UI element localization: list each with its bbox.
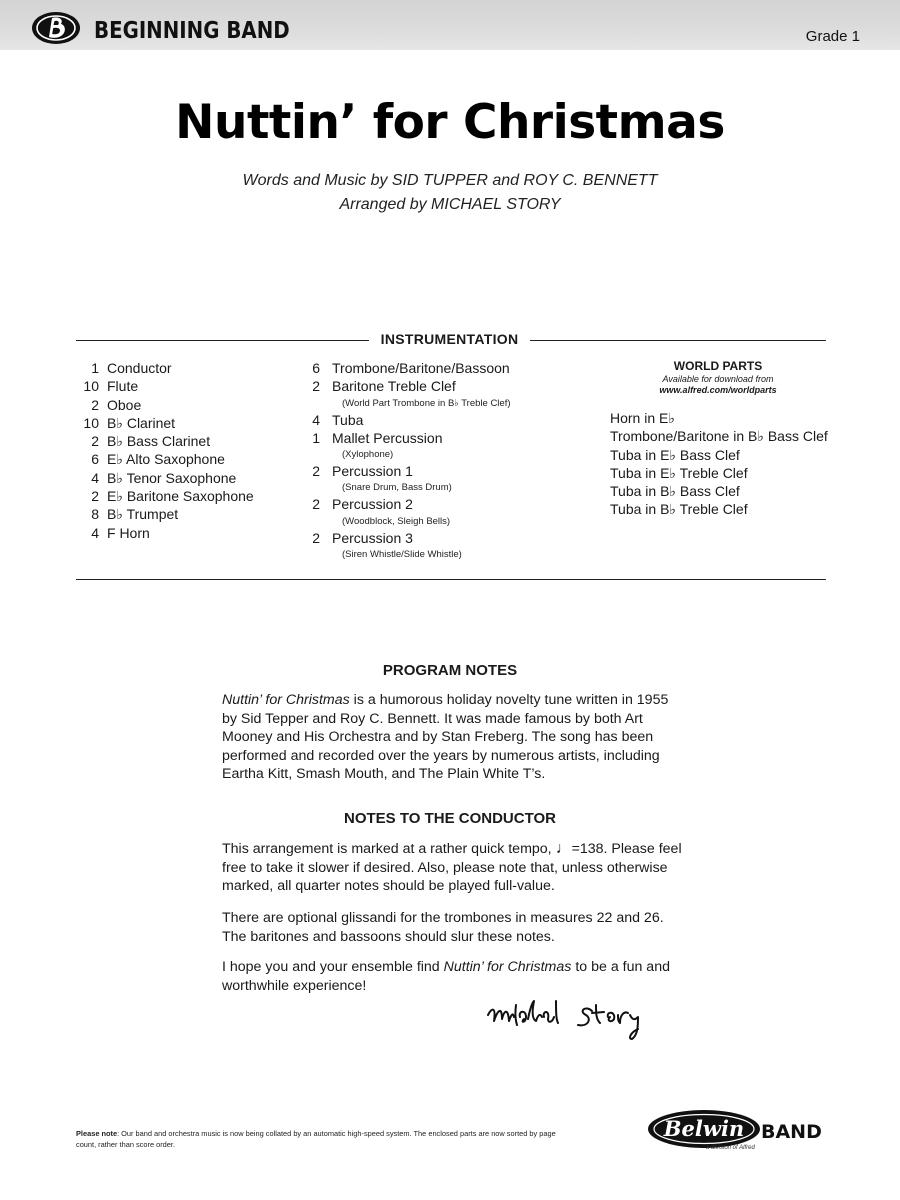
grade-label: Grade 1: [805, 28, 860, 45]
instrument-qty: 4: [312, 411, 320, 428]
instrument-qty: 2: [91, 433, 99, 450]
tempo-text-before: This arrangement is marked at a rather quick tempo,: [222, 841, 556, 857]
instrument-note: (Xylophone): [342, 449, 394, 461]
series-name: BEGINNING BAND: [94, 18, 290, 44]
world-parts-url: www.alfred.com/worldparts: [659, 385, 777, 395]
instrument-row: [306, 411, 511, 429]
instrument-name: B♭ Tenor Saxophone: [107, 469, 237, 486]
instrument-row: [306, 429, 511, 447]
instrument-row: [76, 396, 254, 414]
instrument-row: [76, 505, 254, 523]
instrument-row: [306, 359, 511, 377]
instrument-row: [76, 377, 254, 395]
instrument-qty: 4: [91, 469, 99, 486]
world-parts-box: [610, 359, 826, 519]
instrument-qty: 1: [312, 429, 320, 446]
instrument-name: Flute: [107, 378, 139, 395]
arranger-credit: Arranged by MICHAEL STORY: [339, 196, 561, 213]
instrument-qty: 10: [83, 414, 99, 431]
instrument-qty: 6: [91, 451, 99, 468]
instrumentation-rule-left: [76, 340, 369, 341]
instrument-qty: 2: [312, 378, 320, 395]
instrument-qty: 2: [312, 529, 320, 546]
world-part-item: Horn in E♭: [610, 410, 675, 426]
instrument-name: Percussion 2: [332, 496, 413, 513]
instrument-note: (Woodblock, Sleigh Bells): [342, 515, 451, 527]
world-parts-list: [610, 409, 826, 519]
world-part-item: Tuba in B♭ Bass Clef: [610, 483, 740, 500]
belwin-wordmark: Belwin: [663, 1116, 745, 1141]
instrument-row: [76, 432, 254, 450]
footer-note-text: : Our band and orchestra music is now being collated by an automatic high-speed system. The enclosed parts are now sorted by page count, rather than score order.: [76, 1129, 556, 1149]
instrument-name: E♭ Baritone Saxophone: [107, 488, 254, 505]
instrument-qty: 10: [83, 378, 99, 395]
instrument-name: Conductor: [107, 360, 172, 376]
instrument-qty: 2: [91, 396, 99, 413]
instrument-row: [306, 495, 511, 513]
instrument-row: [306, 462, 511, 480]
conductor-notes-paragraph-3: [222, 958, 682, 995]
arranger-signature-icon: [482, 995, 682, 1043]
instrument-note: (Snare Drum, Bass Drum): [342, 482, 452, 494]
instrument-name: B♭ Clarinet: [107, 414, 176, 431]
quarter-note-icon: ♩: [555, 840, 572, 857]
belwin-logo-icon: [646, 1108, 762, 1150]
conductor-notes-paragraph-1: [222, 840, 682, 896]
instrumentation-rule-right: [530, 340, 826, 341]
instrumentation-rule-bottom: [76, 579, 826, 580]
instrument-qty: 2: [91, 488, 99, 505]
instrument-qty: 2: [312, 463, 320, 480]
instrument-qty: 2: [312, 496, 320, 513]
instrument-qty: 8: [91, 506, 99, 523]
program-notes-body: is a humorous holiday novelty tune written in 1955 by Sid Tepper and Roy C. Bennett. It was made famous by both Art Mooney and His Orchestra and by Stan Freberg. The song has been performed and recorded over the years by numerous artists, including Eartha Kitt, Smash Mouth, and The Plain White T’s.: [222, 692, 669, 782]
world-parts-title: WORLD PARTS: [673, 359, 763, 373]
closing-title-italic: Nuttin’ for Christmas: [443, 959, 572, 975]
instrumentation-column-1: [76, 359, 254, 542]
closing-text-before: I hope you and your ensemble find: [222, 959, 444, 975]
instrument-note: (World Part Trombone in B♭ Treble Clef): [342, 397, 511, 409]
footer-note-label: Please note: [76, 1129, 118, 1138]
conductor-notes-heading: NOTES TO THE CONDUCTOR: [344, 810, 556, 827]
instrument-qty: 1: [91, 360, 99, 376]
instrument-name: F Horn: [107, 524, 150, 541]
world-part-item: Trombone/Baritone in B♭ Bass Clef: [610, 428, 828, 445]
instrument-qty: 4: [91, 524, 99, 541]
world-parts-subtitle: Available for download from: [662, 374, 774, 384]
instrument-row: [76, 524, 254, 542]
beginning-band-logo-icon: [30, 10, 82, 46]
instrument-row: [306, 529, 511, 547]
instrumentation-column-2: [306, 359, 511, 562]
world-part-item: Tuba in B♭ Treble Clef: [610, 501, 748, 518]
instrument-note: (Siren Whistle/Slide Whistle): [342, 549, 462, 561]
instrument-qty: 6: [312, 360, 320, 376]
instrument-row: [306, 377, 511, 395]
instrument-name: Trombone/Baritone/Bassoon: [332, 360, 510, 376]
footer-note: [76, 1128, 556, 1150]
composer-credit: Words and Music by SID TUPPER and ROY C. BENNETT: [242, 172, 658, 189]
instrument-row: [76, 469, 254, 487]
instrumentation-heading: INSTRUMENTATION: [380, 331, 519, 347]
instrument-row: [76, 359, 254, 377]
instrument-name: E♭ Alto Saxophone: [107, 451, 225, 468]
piece-title: Nuttin’ for Christmas: [175, 95, 725, 150]
instrument-name: Oboe: [107, 396, 142, 413]
instrument-name: B♭ Bass Clarinet: [107, 433, 211, 450]
belwin-band-label: BAND: [761, 1121, 822, 1143]
instrument-name: Baritone Treble Clef: [332, 378, 456, 395]
instrument-name: Percussion 3: [332, 529, 413, 546]
instrument-row: [76, 450, 254, 468]
instrument-row: [76, 414, 254, 432]
instrument-name: Tuba: [332, 411, 364, 428]
closing-text-after: to be a fun and worthwhile experience!: [222, 959, 670, 994]
belwin-subtitle: a division of Alfred: [706, 1145, 755, 1151]
program-notes-title-italic: Nuttin’ for Christmas: [222, 692, 350, 708]
instrument-name: Mallet Percussion: [332, 429, 443, 446]
world-part-item: Tuba in E♭ Bass Clef: [610, 446, 740, 463]
world-part-item: Tuba in E♭ Treble Clef: [610, 464, 748, 481]
instrument-name: B♭ Trumpet: [107, 506, 179, 523]
instrument-name: Percussion 1: [332, 463, 413, 480]
tempo-text-after: =138. Please feel free to take it slower if desired. Also, please note that, unless otherwise marked, all quarter notes should be played full-value.: [222, 841, 682, 894]
program-notes-paragraph: [222, 691, 682, 784]
instrument-row: [76, 487, 254, 505]
conductor-notes-paragraph-2: There are optional glissandi for the trombones in measures 22 and 26. The baritones and bassoons should slur these notes.: [222, 910, 664, 945]
program-notes-heading: PROGRAM NOTES: [382, 662, 518, 679]
